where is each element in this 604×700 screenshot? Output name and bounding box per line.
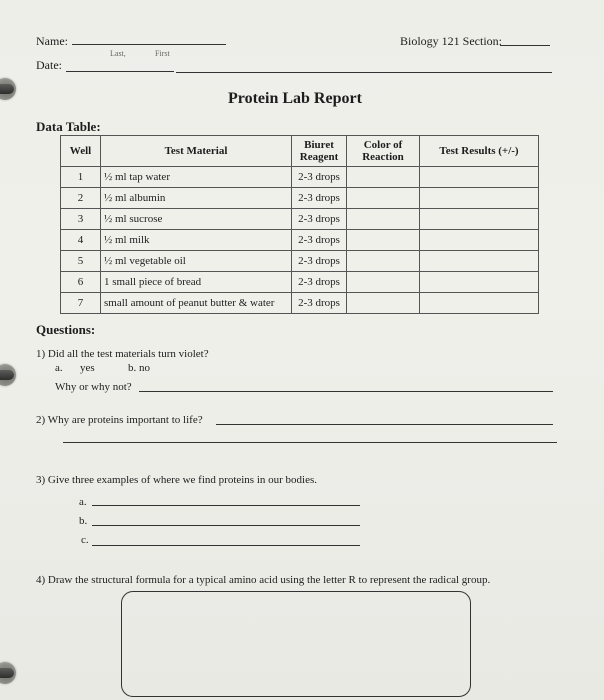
section-line[interactable]: [500, 45, 550, 46]
well-number: 5: [61, 251, 101, 272]
test-result-cell[interactable]: [420, 167, 539, 188]
table-row: [61, 293, 539, 314]
header-well: Well: [61, 136, 101, 167]
q1-option-a-marker: a.: [55, 362, 63, 374]
color-of-reaction-cell[interactable]: [347, 167, 420, 188]
table-row: [61, 209, 539, 230]
test-result-cell[interactable]: [420, 293, 539, 314]
table-header-row: [61, 136, 539, 167]
test-material: small amount of peanut butter & water: [101, 293, 292, 314]
well-number: 2: [61, 188, 101, 209]
last-name-hint: Last,: [110, 49, 126, 58]
biuret-amount: 2-3 drops: [292, 293, 347, 314]
name-line[interactable]: [72, 44, 226, 45]
questions-heading: Questions:: [36, 322, 96, 337]
header-color-of-reaction: [347, 136, 420, 167]
table-row: [61, 272, 539, 293]
test-material: ½ ml tap water: [101, 167, 292, 188]
q1-option-b[interactable]: b. no: [128, 362, 150, 374]
question-4: 4) Draw the structural formula for a typical amino acid using the letter R to represent the radical group.: [36, 574, 491, 586]
color-of-reaction-cell[interactable]: [347, 293, 420, 314]
question-3: 3) Give three examples of where we find proteins in our bodies.: [36, 474, 318, 486]
question-2: 2) Why are proteins important to life?: [36, 414, 203, 426]
q3-c-answer-line[interactable]: [92, 545, 360, 546]
date-label: Date:: [36, 58, 62, 72]
header-color-line2: Reaction: [362, 151, 404, 163]
header-test-material: Test Material: [101, 136, 292, 167]
header-biuret-reagent: [292, 136, 347, 167]
data-table: [60, 135, 539, 314]
test-material: ½ ml milk: [101, 230, 292, 251]
biuret-amount: 2-3 drops: [292, 251, 347, 272]
test-result-cell[interactable]: [420, 272, 539, 293]
q2-answer-line-2[interactable]: [63, 442, 557, 443]
color-of-reaction-cell[interactable]: [347, 272, 420, 293]
q3-a-answer-line[interactable]: [92, 505, 360, 506]
header-color-line1: Color of: [363, 139, 403, 151]
test-result-cell[interactable]: [420, 188, 539, 209]
question-1: 1) Did all the test materials turn violet?: [36, 348, 209, 360]
q1-answer-line[interactable]: [139, 391, 553, 392]
color-of-reaction-cell[interactable]: [347, 209, 420, 230]
page-title: Protein Lab Report: [228, 90, 362, 107]
name-label: Name:: [36, 34, 68, 48]
color-of-reaction-cell[interactable]: [347, 230, 420, 251]
q2-answer-line-1[interactable]: [216, 424, 553, 425]
well-number: 3: [61, 209, 101, 230]
biuret-amount: 2-3 drops: [292, 230, 347, 251]
q3-a-label: a.: [79, 496, 87, 508]
q3-b-label: b.: [79, 515, 88, 527]
q3-c-label: c.: [81, 534, 89, 546]
color-of-reaction-cell[interactable]: [347, 251, 420, 272]
header-biuret-line2: Reagent: [299, 151, 339, 163]
test-material: ½ ml sucrose: [101, 209, 292, 230]
binder-ring-middle: [0, 370, 14, 380]
biuret-amount: 2-3 drops: [292, 272, 347, 293]
header-rule: [176, 72, 552, 73]
q1-option-a[interactable]: yes: [80, 362, 95, 374]
test-material: ½ ml albumin: [101, 188, 292, 209]
q1-why-label: Why or why not?: [55, 381, 132, 393]
section-label: Biology 121 Section:: [400, 34, 502, 48]
biuret-amount: 2-3 drops: [292, 209, 347, 230]
test-result-cell[interactable]: [420, 251, 539, 272]
date-line[interactable]: [66, 71, 174, 72]
biuret-amount: 2-3 drops: [292, 167, 347, 188]
biuret-amount: 2-3 drops: [292, 188, 347, 209]
q3-b-answer-line[interactable]: [92, 525, 360, 526]
table-row: [61, 251, 539, 272]
test-result-cell[interactable]: [420, 209, 539, 230]
test-material: 1 small piece of bread: [101, 272, 292, 293]
header-biuret-line1: Biuret: [304, 139, 334, 151]
well-number: 6: [61, 272, 101, 293]
table-row: [61, 167, 539, 188]
binder-ring-bottom: [0, 668, 14, 678]
well-number: 4: [61, 230, 101, 251]
table-row: [61, 230, 539, 251]
header-test-results: Test Results (+/-): [420, 136, 539, 167]
data-table-label: Data Table:: [36, 119, 101, 134]
well-number: 7: [61, 293, 101, 314]
color-of-reaction-cell[interactable]: [347, 188, 420, 209]
test-result-cell[interactable]: [420, 230, 539, 251]
well-number: 1: [61, 167, 101, 188]
binder-ring-top: [0, 84, 14, 94]
table-row: [61, 188, 539, 209]
test-material: ½ ml vegetable oil: [101, 251, 292, 272]
amino-acid-drawing-box[interactable]: [121, 591, 471, 697]
first-name-hint: First: [155, 49, 170, 58]
